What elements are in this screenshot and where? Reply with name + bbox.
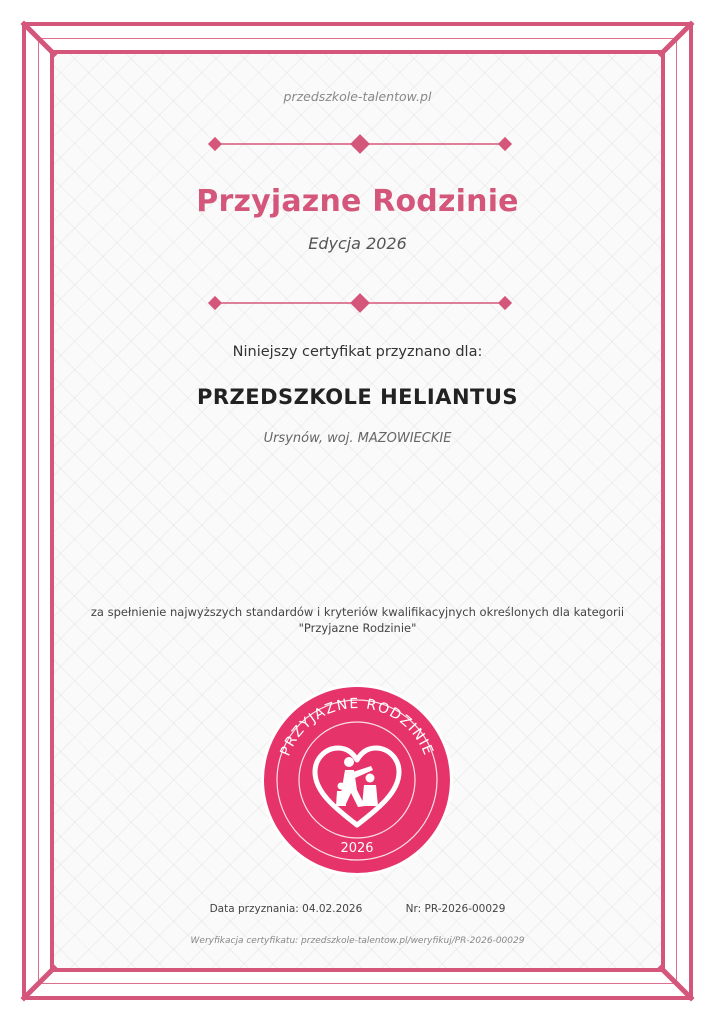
award-date: Data przyznania: 04.02.2026	[209, 903, 363, 915]
diamond-icon	[498, 137, 512, 151]
diamond-icon	[350, 293, 370, 313]
certificate-seal	[257, 680, 457, 880]
granted-text: Niniejszy certyfikat przyznano dla:	[232, 344, 483, 360]
criteria-line-2: "Przyjazne Rodzinie"	[298, 621, 417, 635]
diamond-icon	[498, 296, 512, 310]
edition-label: Edycja 2026	[308, 234, 407, 253]
criteria-text	[0, 604, 715, 636]
seal-year: 2026	[340, 841, 374, 856]
diamond-icon	[350, 134, 370, 154]
ornament-divider-top	[205, 134, 515, 154]
certificate-title: Przyjazne Rodzinie	[196, 184, 519, 219]
recipient-name: PRZEDSZKOLE HELIANTUS	[196, 385, 519, 409]
verification-link[interactable]: Weryfikacja certyfikatu: przedszkole-talentow.pl/weryfikuj/PR-2026-00029	[190, 936, 525, 946]
certificate-number: Nr: PR-2026-00029	[405, 903, 506, 915]
criteria-line-1: za spełnienie najwyższych standardów i kryteriów kwalifikacyjnych określonych dla kategorii	[90, 605, 625, 619]
ornament-divider-bottom	[205, 293, 515, 313]
diamond-icon	[208, 296, 222, 310]
diamond-icon	[208, 137, 222, 151]
seal-arc-text: PRZYJAZNE RODZINIE	[277, 695, 437, 759]
website-label: przedszkole-talentow.pl	[283, 89, 432, 104]
footer-details	[0, 903, 715, 915]
recipient-location: Ursynów, woj. MAZOWIECKIE	[263, 431, 452, 446]
